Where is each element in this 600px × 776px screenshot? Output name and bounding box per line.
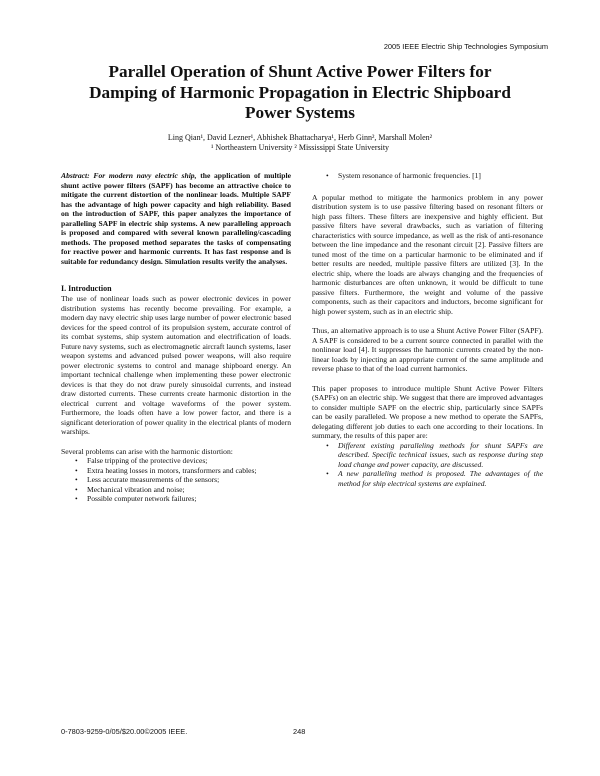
list-item: • System resonance of harmonic frequencies. [1] bbox=[338, 171, 543, 181]
conference-header: 2005 IEEE Electric Ship Technologies Symposium bbox=[383, 42, 548, 51]
authors: Ling Qian¹, David Lezner¹, Abhishek Bhattacharya¹, Herb Ginn², Marshall Molen² bbox=[167, 133, 433, 142]
list-item: • A new paralleling method is proposed. The advantages of the method for ship electrical systems are explained. bbox=[338, 469, 543, 488]
left-column bbox=[61, 171, 291, 504]
title-line: Damping of Harmonic Propagation in Electric Shipboard bbox=[89, 82, 511, 102]
title-line: Parallel Operation of Shunt Active Power Filters for bbox=[108, 62, 492, 81]
right-paragraph-2: Thus, an alternative approach is to use a Shunt Active Power Filter (SAPF). A SAPF is considered to be a current source connected in parallel with the nonlinear load [4]. It suppresses the harmonic currents created by the non-linear loads by injecting an appropriate current of the same amplitude and reverse phase to that of the load current harmonics. bbox=[312, 326, 543, 373]
list-item: • Mechanical vibration and noise; bbox=[87, 485, 291, 495]
paper-title bbox=[60, 62, 540, 124]
section-heading-introduction: I. Introduction bbox=[61, 284, 112, 293]
copyright-line: 0-7803-9259-0/05/$20.00©2005 IEEE. bbox=[61, 727, 188, 736]
right-paragraph-1: A popular method to mitigate the harmonics problem in any power distribution system is to use passive filtering based on resonant filters or high pass filters. These filters are inexpensive and highly efficient. But passive filters have several drawbacks, such as variation of filtering characteristics with source impedance, as well as the risk of anti-resonance between the line impedance and the resonant circuit [2]. Passive filters are tuned most of the time on a particular harmonic to be eliminated and if better results are needed, multiple passive filters are utilized [3]. In the electric ship, where the loads are always changing and the frequencies of harmonic disturbances are often unknown, it would be difficult to tune passive filters. Furthermore, the weight and volume of the passive components, such as their capacitors and inductors, become significant for high power system, such as in an electric ship. bbox=[312, 192, 543, 316]
intro-paragraph-2: Several problems can arise with the harmonic distortion: bbox=[61, 446, 233, 456]
abstract-text: the application of multiple shunt active power filters (SAPF) has become an attractive choice to mitigate the current distortion of the nonlinear loads. Multiple SAPF has the advantage of high power capacity and high reliability. Based on the introduction of SAPF, this paper analyzes the importance of paralleling SAPF in electric ship systems. A new paralleling approach is proposed and compared with several known paralleling/cascading methods. The proposed method separates the tasks of compensating for reactive power and harmonic currents. It has fast response and is suitable for redundancy design. Simulation results verify the analyses. bbox=[61, 171, 291, 266]
results-list bbox=[312, 441, 543, 489]
intro-paragraph-1: The use of nonlinear loads such as power electronic devices in power distribution systems has recently become prevailing. For example, a modern day navy electric ship uses large number of power electronic based devices for the speed control of its propulsion system, accurate control of its combat systems, ship system automation and electrification of loads. Future navy systems, such as electromagnetic aircraft launch systems, laser weapon systems and advanced pulsed power weapons, will also require power electronic systems to control and manage shipboard energy. An important technical challenge when implementing these power electronic devices is that they do not draw purely sinusoidal currents, and instead draw distorted currents. These currents create harmonic distortion in the electrical current and voltage waveforms of the power system. Furthermore, the loads often have a low power factor, and there is a significant deterioration of power quality in the electrical plants of modern warships. bbox=[61, 294, 291, 436]
list-item: • False tripping of the protective devices; bbox=[87, 456, 291, 466]
affiliations: ¹ Northeastern University ² Mississippi State University bbox=[210, 143, 390, 152]
abstract-lead: Abstract: For modern navy electric ship, bbox=[61, 171, 197, 180]
list-item: • Less accurate measurements of the sensors; bbox=[87, 475, 291, 485]
distortion-problems-list bbox=[61, 456, 291, 504]
list-item: • Different existing paralleling methods for shunt SAPFs are described. Specific technical issues, such as response during step load change and power capacity, are discussed. bbox=[338, 441, 543, 470]
abstract bbox=[61, 171, 291, 266]
list-item: • Possible computer network failures; bbox=[87, 494, 291, 504]
page-number: 248 bbox=[293, 727, 306, 736]
title-line: Power Systems bbox=[245, 103, 355, 122]
list-item: • Extra heating losses in motors, transformers and cables; bbox=[87, 466, 291, 476]
right-column bbox=[312, 171, 543, 488]
right-paragraph-3: This paper proposes to introduce multiple Shunt Active Power Filters (SAPFs) on an electric ship. We suggest that there are improved advantages to consider multiple SAPF on the electric ship, particularly since SAPFs can be easily paralleled. We propose a new method to operate the SAPFs, delegating different job duties to each one according to their locations. In summary, the results of this paper are: bbox=[312, 383, 543, 440]
continued-list bbox=[312, 171, 543, 181]
